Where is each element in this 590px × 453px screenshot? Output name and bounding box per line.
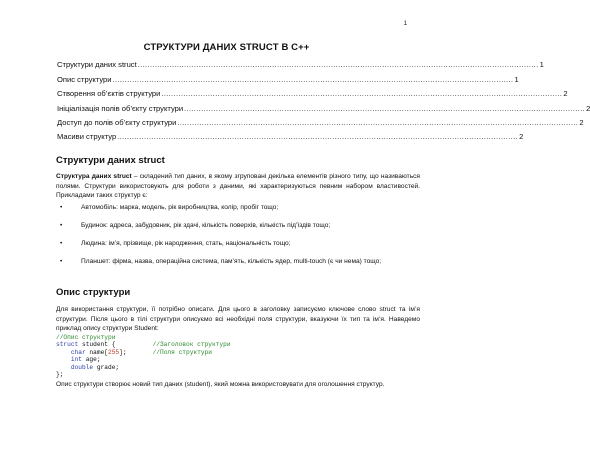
list-item-text: Людина: ім’я, прізвище, рік народження, стать, національність тощо;: [81, 240, 291, 247]
toc-leader: ....................................................................................................................................................................: [177, 119, 579, 127]
toc-entry-text: Ініціалізація полів об’єкту структури: [57, 103, 184, 113]
section1-intro: [56, 172, 420, 201]
page-number: 1: [403, 21, 407, 27]
intro-text: – складений тип даних, в якому згруповані декілька елементів різного типу, що називаються полями. Структури використовують для роботи з даними, які характеризуються певним набором властивостей. Прикладами таких структур є:: [56, 173, 420, 200]
toc-entry[interactable]: [57, 113, 584, 127]
code-text: name[: [85, 348, 108, 356]
bullet-icon: •: [60, 204, 63, 211]
section-heading-struct: Структури даних struct: [56, 155, 165, 166]
list-item: [60, 203, 422, 213]
list-item-text: Автомобіль: марка, модель, рік виробництва, колір, пробіг тощо;: [81, 204, 279, 211]
code-text: };: [56, 371, 64, 379]
toc-leader: ....................................................................................................................................................................: [112, 76, 514, 84]
intro-term: Структура даних struct: [56, 173, 132, 180]
list-item: [60, 239, 422, 249]
toc-entry-page: 2: [579, 117, 584, 127]
toc-entry[interactable]: [57, 127, 524, 142]
toc-entry[interactable]: [57, 69, 519, 84]
table-of-contents: [57, 55, 590, 142]
section-heading-description: Опис структури: [56, 287, 131, 298]
code-text: grade;: [93, 363, 120, 371]
toc-entry-text: Опис структури: [57, 74, 112, 84]
toc-entry-text: Масиви структур: [57, 132, 117, 142]
code-comment: //Заголовок структури: [152, 341, 231, 349]
toc-entry-page: 2: [586, 103, 590, 113]
toc-leader: ....................................................................................................................................................................: [161, 91, 563, 99]
toc-leader: ....................................................................................................................................................................: [184, 105, 586, 113]
toc-leader: ....................................................................................................................................................................: [117, 134, 519, 142]
toc-entry-page: 1: [514, 74, 519, 84]
code-text: age;: [82, 356, 101, 364]
document-title: СТРУКТУРИ ДАНИХ STRUCT В C++: [143, 42, 310, 53]
toc-entry-text: Доступ до полів об’єкту структури: [57, 117, 177, 127]
code-block: [56, 334, 420, 378]
toc-entry-text: Структури даних struct: [57, 60, 137, 70]
toc-entry-page: 2: [519, 132, 524, 142]
list-item: [60, 257, 422, 267]
code-keyword: double: [70, 363, 94, 371]
section2-paragraph: Для використання структури, її потрібно описати. Для цього в заголовку записуємо ключове слово struct та ім’я структури. Після цього в тілі структури описуємо всі необхідні поля структури, вказуючи їх тип та ім’я. Наведемо приклад опису структури Student:: [56, 306, 420, 333]
toc-entry[interactable]: [57, 84, 568, 99]
bullet-icon: •: [60, 222, 63, 229]
section2-after-code: Опис структури створює новий тип даних (student), який можна використовувати для оголошення структур.: [56, 381, 385, 388]
bullet-icon: •: [60, 258, 63, 265]
code-comment: //Поля структури: [152, 348, 212, 356]
code-keyword: struct: [56, 341, 79, 349]
toc-entry-page: 1: [539, 60, 544, 70]
toc-entry[interactable]: [57, 55, 544, 70]
list-item-text: Будинок: адреса, забудовник, рік здачі, кількість поверхів, кількість під’їздів тощо;: [81, 222, 331, 229]
bullet-icon: •: [60, 240, 63, 247]
toc-entry-text: Створення об’єктів структури: [57, 89, 161, 99]
code-number: 255: [108, 348, 120, 356]
toc-entry-page: 2: [563, 89, 568, 99]
toc-entry[interactable]: [57, 98, 590, 113]
code-keyword: char: [70, 348, 86, 356]
code-keyword: int: [70, 356, 82, 364]
code-comment: //Опис структури: [56, 334, 116, 341]
list-item: [60, 221, 422, 231]
toc-leader: ....................................................................................................................................................................: [137, 62, 539, 70]
code-text: student {: [78, 341, 116, 349]
code-text: ];: [119, 348, 127, 356]
list-item-text: Планшет: фірма, назва, операційна система, пам’ять, кількість ядер, multi-touch (є чи нема) тощо;: [81, 258, 382, 265]
